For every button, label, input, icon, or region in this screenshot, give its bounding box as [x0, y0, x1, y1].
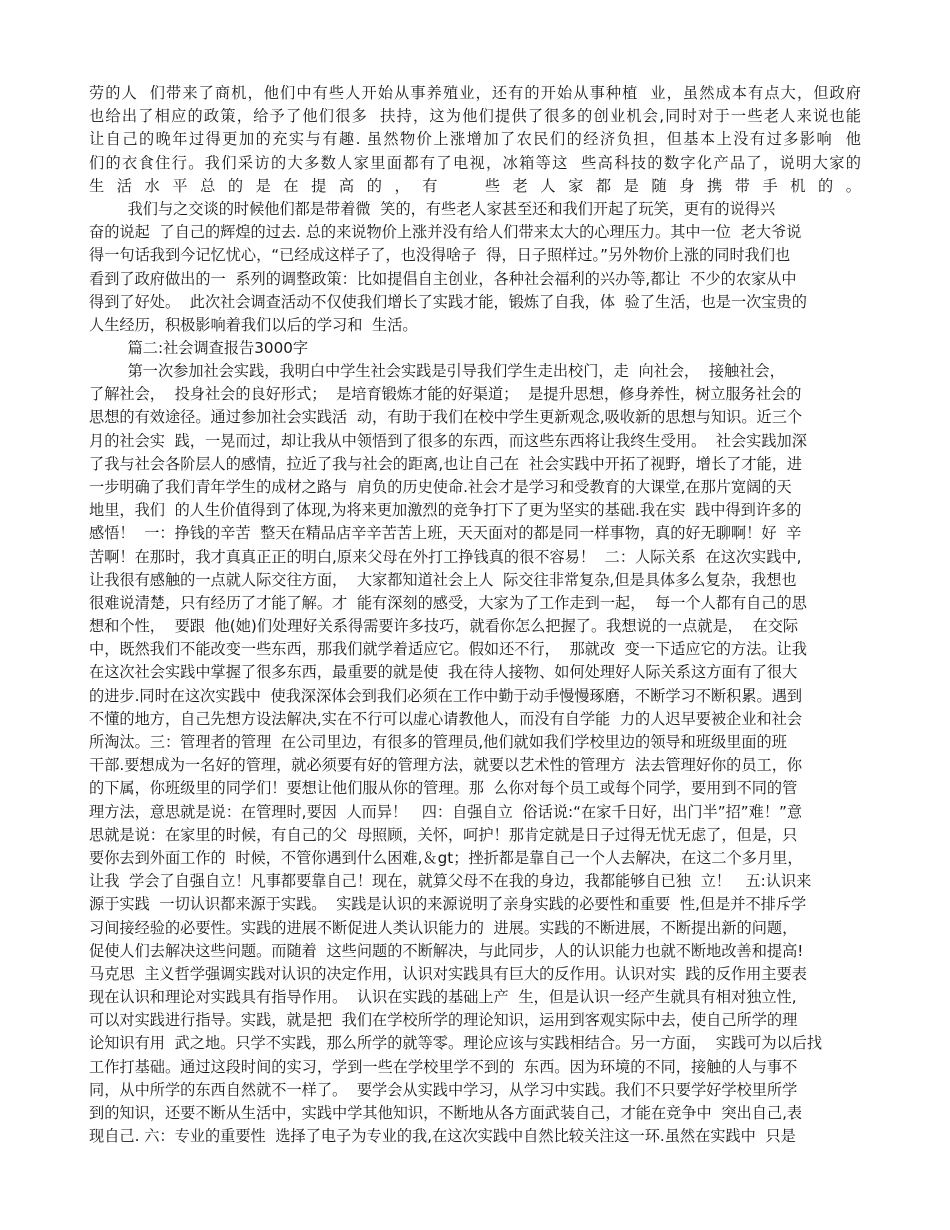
text-line: 同，从中所学的东西自然就不一样了。 要学会从实践中学习，从学习中实践。我们不只要学好学校里所学: [89, 1080, 798, 1099]
text-line: 思就是说：在家里的时候，有自己的父 母照顾，关怀，呵护！那肯定就是日子过得无忧无虑了，但是，只: [89, 825, 798, 844]
text-line: 在这次社会实践中掌握了很多东西，最重要的就是使 我在待人接物、如何处理好人际关系这方面有了很大: [89, 663, 798, 682]
text-line: 让自己的晚年过得更加的充实与有趣. 虽然物价上涨增加了农民们的经济负担，但基本上没有过多影响 他: [89, 130, 861, 149]
text-line: 到的知识，还要不断从生活中，实践中学其他知识，不断地从各方面武装自己，才能在竞争中 突出自己,表: [89, 1104, 803, 1122]
text-line: 我们与之交谈的时候他们都是带着微 笑的，有些老人家甚至还和我们开起了玩笑，更有的说得兴: [89, 200, 776, 218]
paragraph-3: [89, 360, 861, 1148]
text-line: 得到了好处。 此次社会调查活动不仅使我们增长了实践才能，锻炼了自我，体 验了生活，也是一次宝贵的: [89, 292, 807, 311]
paragraph-1: [89, 82, 861, 198]
text-line: 一步明确了我们青年学生的成材之路与 肩负的历史使命.社会才是学习和受教育的大课堂,在那片宽阔的天: [89, 477, 792, 496]
text-line: 不懂的地方，自己先想方设法解决,实在不行可以虚心请教他人，而没有自学能 力的人迟早要被企业和社会: [89, 709, 803, 728]
paragraph-2: [89, 198, 861, 337]
text-line: 月的社会实 践，一晃而过，却让我从中领悟到了很多的东西，而这些东西将让我终生受用。 社会实践加深: [89, 431, 807, 450]
text-line: 劳的人 们带来了商机，他们中有些人开始从事养殖业，还有的开始从事种植 业，虽然成本有点大，但政府: [89, 84, 861, 102]
text-line: 地里，我们 的人生价值得到了体现,为将来更加激烈的竞争打下了更为坚实的基础.我在实 践中得到许多的: [89, 501, 802, 520]
text-line: 可以对实践进行指导。实践，就是把 我们在学校所学的理论知识，运用到客观实际中去，使自己所学的理: [89, 1011, 798, 1030]
text-line: 让我 学会了自强自立！凡事都要靠自己！现在，就算父母不在我的身边，我都能够自已独 立！ 五:认识来: [89, 872, 812, 891]
text-line: 看到了政府做出的一 系列的调整政策：比如提倡自主创业，各种社会福利的兴办等,都让 不少的农家从中: [89, 269, 797, 288]
text-line: 的进步.同时在这次实践中 使我深深体会到我们必须在工作中勤于动手慢慢琢磨，不断学习不断积累。遇到: [89, 686, 803, 705]
text-line: 思想的有效途径。通过参加社会实践活 动，有助于我们在校中学生更新观念,吸收新的思想与知识。近三个: [89, 408, 803, 427]
text-line: 中，既然我们不能改变一些东西，那我们就学着适应它。假如还不行， 那就改 变一下适应它的方法。让我: [89, 640, 807, 659]
text-line: 理方法，意思就是说：在管理时,要因 人而异！ 四：自强自立 俗话说:“在家千日好，出门半”招”难！”意: [89, 802, 803, 821]
text-line: 了解社会， 投身社会的良好形式； 是培育锻炼才能的好渠道； 是提升思想，修身养性，树立服务社会的: [89, 385, 802, 404]
text-line: 的下属，你班级里的同学们！要想让他们服从你的管理。那 么你对每个员工或每个同学，要用到不同的管: [89, 779, 798, 798]
section-heading: [89, 337, 861, 360]
text-line: 现在认识和理论对实践具有指导作用。 认识在实践的基础上产 生，但是认识一经产生就具有相对独立性,: [89, 988, 797, 1007]
text-line: 感悟！ 一：挣钱的辛苦 整天在精品店辛辛苦苦上班，天天面对的都是同一样事物，真的好无聊啊！好 辛: [89, 524, 802, 543]
text-line: 源于实践 一切认识都来源于实践。 实践是认识的来源说明了亲身实践的必要性和重要 性,但是并不排斥学: [89, 895, 807, 914]
text-line: 工作打基础。通过这段时间的实习，学到一些在学校里学不到的 东西。因为环境的不同，接触的人与事不: [89, 1057, 798, 1076]
heading-text: 篇二:社会调查报告3000字: [89, 339, 309, 357]
text-line: 生活水平总的是在提高的，有 些老人家都是随身携带手机的。: [89, 176, 861, 195]
text-line: 所淘汰。三：管理者的管理 在公司里边，有很多的管理员,他们就如我们学校里边的领导和班级里面的班: [89, 733, 787, 751]
text-line: 苦啊！在那时，我才真真正正的明白,原来父母在外打工挣钱真的很不容易！ 二：人际关系 在这次实践中,: [89, 547, 802, 566]
text-line: 第一次参加社会实践，我明白中学生社会实践是引导我们学生走出校门，走 向社会， 接触社会，: [89, 362, 785, 380]
text-line: 很难说清楚，只有经历了才能了解。才 能有深刻的感受，大家为了工作走到一起， 每一个人都有自己的思: [89, 593, 807, 612]
text-line: 们的衣食住行。我们采访的大多数人家里面都有了电视，冰箱等这 些高科技的数字化产品了，说明大家的: [89, 153, 861, 172]
text-line: 想和个性， 要跟 他(她)们处理好关系得需要许多技巧，就看你怎么把握了。我想说的一点就是， 在交际: [89, 617, 799, 636]
text-line: 促使人们去解决这些问题。而随着 这些问题的不断解决，与此同步，人的认识能力也就不断地改善和提高!: [89, 941, 804, 960]
text-line: 习间接经验的必要性。实践的进展不断促进人类认识能力的 进展。实践的不断进展，不断提出新的问题，: [89, 918, 798, 937]
text-line: 了我与社会各阶层人的感情，拉近了我与社会的距离,也让自己在 社会实践中开拓了视野，增长了才能，进: [89, 454, 803, 473]
text-line: 得一句话我到今记忆忧心，“已经成这样子了，也没得啥子 得，日子照样过。”另外物价上涨的同时我们也: [89, 246, 791, 265]
text-line: 让我很有感触的一点就人际交往方面， 大家都知道社会上人 际交往非常复杂,但是具体多么复杂，我想也: [89, 570, 797, 589]
text-line: 论知识有用 武之地。只学不实践，那么所学的就等零。理论应该与实践相结合。另一方面， 实践可为以后找: [89, 1034, 823, 1053]
text-line: 现自己. 六：专业的重要性 选择了电子为专业的我,在这次实践中自然比较关注这一环.虽然在实践中 只是: [89, 1127, 796, 1146]
text-line: 干部.要想成为一名好的管理，就必须要有好的管理方法，就要以艺术性的管理方 法去管理好你的员工，你: [89, 756, 803, 775]
text-line: 人生经历，积极影响着我们以后的学习和 生活。: [89, 315, 418, 334]
text-line: 奋的说起 了自己的辉煌的过去. 总的来说物价上涨并没有给人们带来太大的心理压力。其中一位 老大爷说: [89, 223, 802, 242]
text-line: 也给出了相应的政策，给予了他们很多 扶持，这为他们提供了很多的创业机会,同时对于一些老人来说也能: [89, 107, 861, 126]
text-line: 要你去到外面工作的 时候，不管你遇到什么困难,＆gt；挫折都是靠自己一个人去解决，在这二个多月里，: [89, 848, 803, 867]
text-line: 马克思 主义哲学强调实践对认识的决定作用，认识对实践具有巨大的反作用。认识对实 践的反作用主要表: [89, 964, 807, 983]
